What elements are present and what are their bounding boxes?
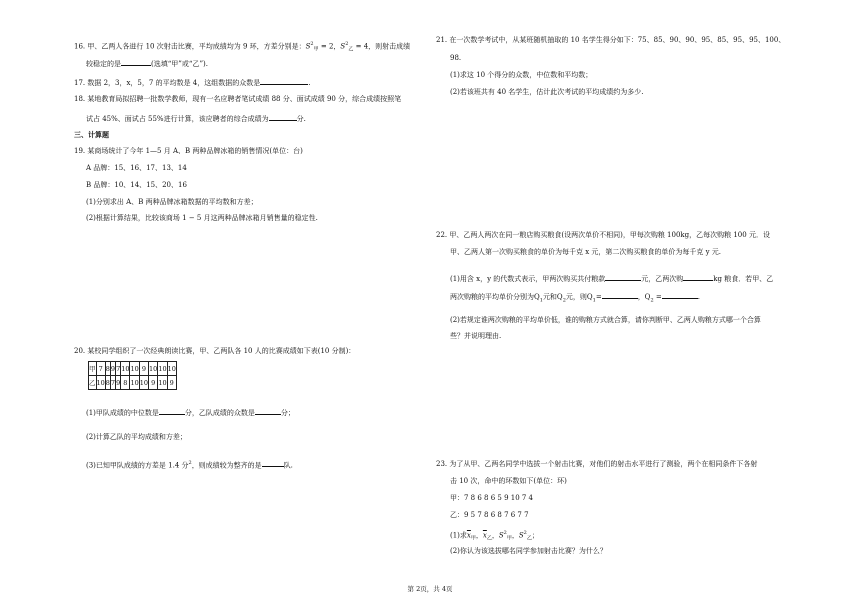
q22-line1: 22. 甲、乙两人两次在同一粮店购买粮食(设两次单价不相同)，甲每次购粮 100kg，乙每次购粮 100 元．设 — [436, 231, 770, 239]
q22-text: . — [697, 293, 700, 301]
q22-part1-line1 — [450, 273, 773, 284]
q23-part2: (2)你认为该选拔哪名同学参加射击比赛？为什么？ — [450, 547, 607, 555]
answer-blank[interactable] — [269, 113, 297, 121]
q22-part2-line1: (2)若规定谁两次购粮的平均单价低，谁的购粮方式就合算，请你判断甲、乙两人购粮方式哪一个合算 — [450, 316, 761, 324]
table-cell: 8 — [105, 376, 110, 390]
q18-line2 — [86, 113, 306, 124]
q22-line2: 甲、乙两人第一次购买粮食的单价为每千克 x 元，第二次购买粮食的单价为每千克 y 元. — [450, 248, 722, 256]
q16-text: = 2， — [318, 42, 341, 51]
q17-text: 17. 数据 2，3，x，5，7 的平均数是 4，这组数据的众数是 — [74, 79, 261, 87]
superscript: 2 — [310, 41, 314, 47]
table-cell: 10 — [130, 376, 139, 390]
score-table — [88, 361, 177, 390]
q18-text: 试占 45%、面试占 55%进行计算，该应聘者的综合成绩为 — [86, 115, 269, 123]
subscript: 1 — [592, 297, 596, 304]
table-cell: 10 — [167, 362, 176, 376]
q20-text: 分； — [280, 409, 295, 417]
q20-line1: 20. 某校同学组织了一次经典朗读比赛，甲、乙两队各 10 人的比赛成绩如下表(10 分制)： — [74, 347, 356, 355]
page-footer: 第 2页，共 4页 — [407, 585, 453, 593]
q22-part1-line2 — [450, 291, 700, 305]
q16-line1 — [74, 40, 410, 55]
variance-symbol: S — [305, 42, 311, 51]
subscript: 甲 — [506, 535, 512, 542]
table-cell: 8 — [121, 376, 130, 390]
q19-part1: (1)分别求出 A、B 两种品牌冰箱数据的平均数和方差； — [86, 198, 258, 206]
subscript: 1 — [539, 297, 543, 304]
q20-part2: (2)计算乙队的平均成绩和方差； — [86, 433, 187, 441]
separator: ， — [475, 531, 483, 540]
q22-text: 两次购粮的平均单价分别为Q — [450, 293, 540, 301]
answer-blank[interactable] — [683, 273, 713, 281]
table-cell: 10 — [139, 376, 148, 390]
q20-text: (1)甲队成绩的中位数是 — [86, 409, 159, 417]
superscript: 2 — [503, 530, 507, 536]
q21-line1: 21. 在一次数学考试中，从某班随机抽取的 10 名学生得分如下：75、85、90、90、95、85、95、95、100、 — [436, 36, 786, 44]
q22-text: = — [653, 293, 662, 301]
q22-part2-line2: 些？并说明理由. — [450, 332, 502, 340]
subscript: 2 — [650, 297, 654, 304]
table-cell: 10 — [149, 362, 158, 376]
q23-line1: 23. 为了从甲、乙两名同学中选拔一个射击比赛，对他们的射击水平进行了测验，两个在相同条件下各射 — [436, 460, 758, 468]
variance-symbol: S — [498, 531, 504, 540]
answer-blank[interactable] — [121, 58, 151, 66]
table-cell: 10 — [121, 362, 130, 376]
variance-symbol: S — [340, 42, 346, 51]
q19-line1: 19. 某商场统计了今年 1—5 月 A、B 两种品牌冰箱的销售情况(单位：台) — [74, 147, 303, 155]
answer-blank[interactable] — [602, 291, 638, 299]
table-cell: 乙 — [89, 376, 97, 390]
q20-text: (3)已知甲队成绩的方差是 1.4 分 — [86, 461, 189, 470]
subscript: 乙 — [348, 46, 354, 53]
q18-text: 分. — [296, 115, 306, 123]
table-cell: 9 — [116, 376, 121, 390]
superscript: 2 — [345, 41, 349, 47]
answer-blank[interactable] — [159, 407, 185, 415]
q19-part2: (2)根据计算结果，比较该商场 1 − 5 月这两种品牌冰箱月销售量的稳定性. — [86, 214, 318, 222]
separator: ， — [491, 531, 499, 540]
q19-line2: A 品牌：15、16、17、13、14 — [86, 164, 187, 172]
table-cell: 10 — [130, 362, 139, 376]
q16-text: = 4，则射击成绩 — [353, 42, 411, 51]
q23-yi-data: 乙：9 5 7 8 6 8 7 6 7 7 — [450, 511, 529, 519]
q23-jia-data: 甲：7 8 6 8 6 5 9 10 7 4 — [450, 494, 534, 502]
answer-blank[interactable] — [262, 459, 284, 467]
section-heading: 三、计算题 — [74, 130, 109, 139]
q18-line1: 18. 某地教育局拟招聘一批数学教师，现有一名应聘者笔试成绩 88 分、面试成绩 90 分，综合成绩按照笔 — [74, 95, 402, 103]
q21-line2: 98. — [450, 54, 462, 62]
q16-text: 16. 甲、乙两人各进行 10 次射击比赛，平均成绩均为 9 环，方差分别是： — [74, 42, 306, 51]
q17 — [74, 77, 310, 88]
table-cell: 10 — [96, 376, 105, 390]
q23-part1 — [450, 529, 539, 544]
table-cell: 7 — [110, 376, 115, 390]
q17-text: . — [308, 79, 311, 87]
answer-blank[interactable] — [255, 407, 281, 415]
separator: ； — [531, 531, 539, 540]
superscript: 2 — [523, 530, 527, 536]
table-cell: 9 — [139, 362, 148, 376]
q22-text: kg 粮食．若甲、乙 — [713, 275, 774, 283]
table-cell: 7 — [96, 362, 105, 376]
table-cell: 9 — [110, 362, 115, 376]
q20-text: 队. — [283, 461, 293, 470]
q20-part3 — [86, 459, 293, 470]
q21-part1: (1)求这 10 个得分的众数，中位数和平均数； — [450, 71, 593, 79]
q19-line3: B 品牌：10、14、15、20、16 — [86, 181, 187, 189]
q23-line2: 击 10 次，命中的环数如下(单位：环) — [450, 477, 567, 485]
q16-text: 较稳定的是 — [86, 60, 121, 68]
superscript: 2 — [188, 460, 192, 466]
variance-symbol: S — [518, 531, 524, 540]
answer-blank[interactable] — [662, 291, 698, 299]
q22-text: 元，乙两次购 — [641, 275, 684, 283]
q21-part2: (2)若该班共有 40 名学生，估计此次考试的平均成绩约为多少. — [450, 88, 644, 96]
q22-text: ，Q — [637, 293, 651, 301]
q22-text: (1)用含 x，y 的代数式表示，甲两次购买共付粮款 — [450, 275, 606, 283]
q20-text: ，则成绩较为整齐的是 — [191, 461, 262, 470]
subscript: 乙 — [526, 535, 532, 542]
q23-text: (1)求 — [450, 531, 467, 540]
q20-text: 分，乙队成绩的众数是 — [184, 409, 255, 417]
subscript: 2 — [562, 297, 566, 304]
table-cell: 9 — [149, 376, 158, 390]
mean-symbol: $\overline{x}$ — [482, 531, 487, 540]
table-cell: 9 — [167, 376, 176, 390]
table-cell: 8 — [105, 362, 110, 376]
q16-text: (选填“甲”或“乙”). — [151, 60, 209, 68]
q22-text: 元，则Q — [565, 293, 593, 301]
table-row — [89, 376, 177, 390]
subscript: 甲 — [470, 535, 476, 542]
answer-blank[interactable] — [260, 77, 311, 87]
table-row — [89, 362, 177, 376]
table-cell: 10 — [158, 376, 167, 390]
table-cell: 甲 — [89, 362, 97, 376]
subscript: 乙 — [486, 535, 492, 542]
subscript: 甲 — [313, 46, 319, 53]
answer-blank[interactable] — [605, 273, 641, 281]
q22-text: = — [595, 293, 602, 301]
separator: ， — [511, 531, 519, 540]
q16-line2 — [86, 58, 208, 69]
q20-part1 — [86, 407, 295, 418]
table-cell: 7 — [116, 362, 121, 376]
table-cell: 10 — [158, 362, 167, 376]
q22-text: 元和Q — [542, 293, 563, 301]
mean-symbol: $\overline{x}$ — [466, 531, 471, 540]
